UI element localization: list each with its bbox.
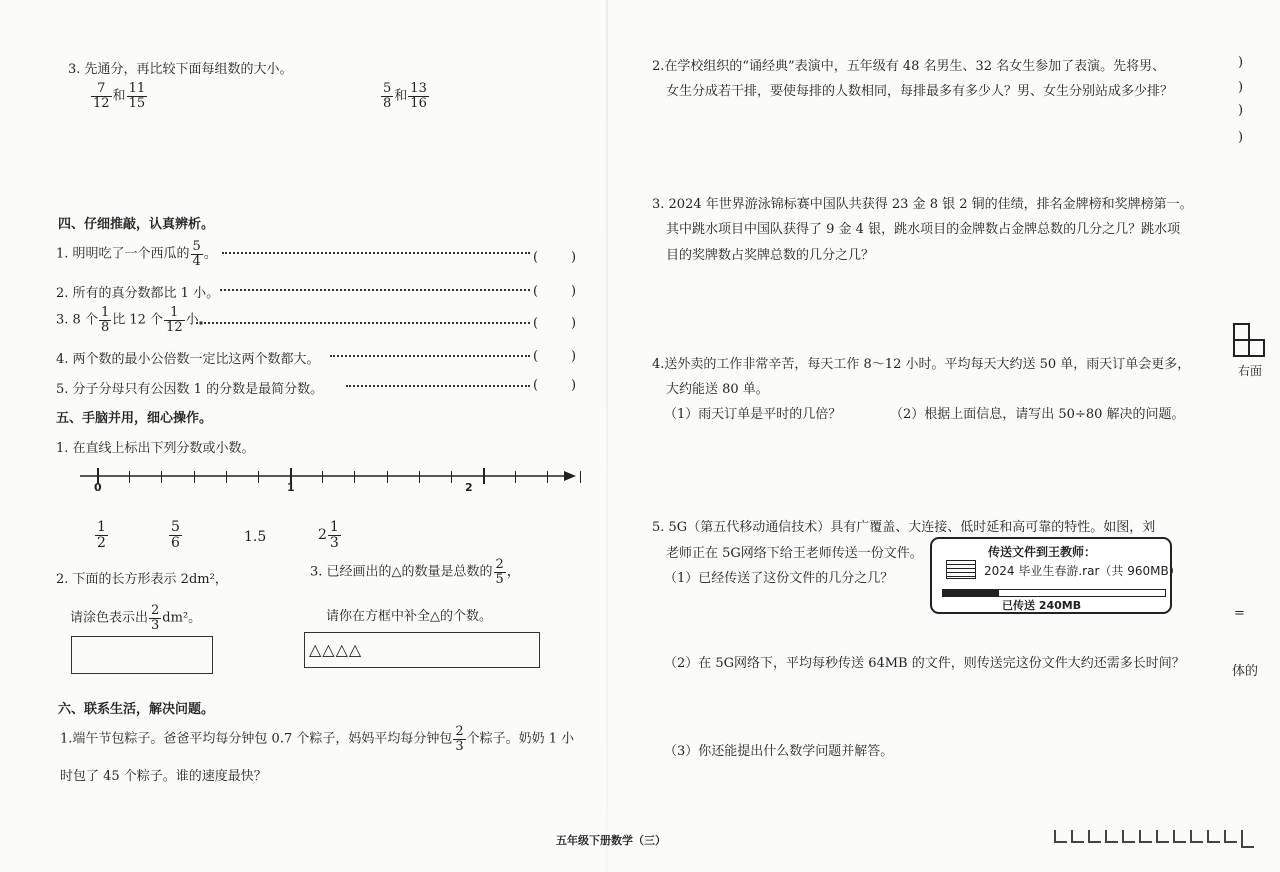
edge-paren: ) [1238,80,1244,95]
q5-3-prompt: 3. 已经画出的△的数量是总数的 $\frac{2}{5}$ ， [310,557,520,587]
file-transfer-card [930,537,1181,614]
fraction: $\frac{1}{8}$ [100,305,110,335]
q5-2-task: 请涂色表示出 $\frac{2}{3}$ dm²。 [70,603,202,633]
mark-mixed-number: 2 $\frac{1}{3}$ [318,519,339,551]
edge-fragment: = [1234,606,1245,621]
judge-item-3: 3. 8 个 $\frac{1}{8}$ 比 12 个 $\frac{1}{12}$ 小。 [56,305,212,335]
number-line-tick [451,471,452,483]
answer-paren-open: ( [533,284,539,299]
r-q2-line2: 女生分成若干排，要使每排的人数相同，每排最多有多少人？男、女生分别站成多少排？ [666,84,1174,99]
watermark-mark [1190,830,1203,843]
q5-3-task: 请你在方框中补全△的个数。 [326,609,492,624]
triangle-box[interactable] [304,632,540,668]
number-line-label-2: 2 [465,481,473,494]
fraction: $\frac{5}{8}$ [383,81,392,111]
r-q5-sub1: （1）已经传送了这份文件的几分之几？ [664,571,894,586]
answer-paren-close: ) [571,316,577,331]
mark-fraction-five-sixths: $\frac{5}{6}$ [171,519,180,551]
watermark-mark [1071,830,1084,843]
archive-file-icon [946,560,976,579]
card-title: 传送文件到王教师： [988,545,1097,559]
edge-label-right-view: 右面 [1238,364,1263,378]
answer-paren-close: ) [571,284,577,299]
watermark-mark [1139,830,1152,843]
number-line [80,466,580,496]
judge-item-1: 1. 明明吃了一个西瓜的 $\frac{5}{4}$ 。 [56,239,217,269]
fraction: $\frac{13}{16}$ [410,81,427,111]
watermark-mark [1105,830,1118,843]
cube-view-sketch [1230,322,1270,358]
r-q4-sub1: （1）雨天订单是平时的几倍？ [664,407,842,422]
r-q5-sub2: （2）在 5G网络下，平均每秒传送 64MB 的文件，则传送完这份文件大约还需多长时间？ [664,656,1185,671]
card-file-name: 2024 毕业生春游.rar（共 960MB） [984,564,1181,578]
watermark-mark [1088,830,1101,843]
fraction: $\frac{7}{12}$ [93,81,110,111]
number-line-axis [80,466,580,496]
fraction: $\frac{5}{4}$ [192,239,201,269]
r-q3-line2: 其中跳水项目中国队获得了 9 金 4 银，跳水项目的金牌数占金牌总数的几分之几？跳水项 [666,222,1181,237]
edge-paren: ) [1238,130,1244,145]
q3-prompt: 3. 先通分，再比较下面每组数的大小。 [68,62,293,77]
r-q3-line1: 3. 2024 年世界游泳锦标赛中国队共获得 23 金 8 银 2 铜的佳绩，排名金牌榜和奖牌榜第一。 [652,197,1193,212]
r-q5-sub3: （3）你还能提出什么数学问题并解答。 [664,744,894,759]
watermark-mark [1224,830,1237,843]
fraction: $\frac{11}{15}$ [128,81,146,111]
q6-1-line2: 时包了 45 个粽子。谁的速度最快？ [60,769,267,784]
triangle-icons: △△△△ [309,640,363,659]
leader-dots [222,252,530,254]
watermark-mark [1156,830,1169,843]
q5-2-prompt: 2. 下面的长方形表示 2dm²， [56,572,228,587]
q6-1-line1: 1.端午节包粽子。爸爸平均每分钟包 0.7 个粽子，妈妈平均每分钟包 $\frac{2}{3}$ 个粽子。奶奶 1 小 [60,724,575,754]
r-q3-line3: 目的奖牌数占奖牌总数的几分之几？ [666,248,875,263]
number-line-tick [419,471,420,483]
judge-item-2: 2. 所有的真分数都比 1 小。 [56,286,220,301]
answer-paren-open: ( [533,378,539,393]
mark-fraction-half: $\frac{1}{2}$ [97,519,106,551]
answer-paren-open: ( [533,349,539,364]
watermark-mark [1241,830,1254,848]
number-line-tick [580,471,581,483]
answer-paren-close: ) [571,378,577,393]
r-q5-line2: 老师正在 5G网络下给王老师传送一份文件。 [666,546,923,561]
transfer-progress-bar [942,589,1166,597]
edge-fragment: 体的 [1232,664,1259,679]
number-line-tick [515,471,516,483]
mark-decimal: 1.5 [244,529,267,545]
judge-item-4: 4. 两个数的最小公倍数一定比这两个数都大。 [56,352,320,367]
watermark-mark [1054,830,1067,843]
leader-dots [220,289,530,291]
number-line-tick [129,471,130,483]
rectangle-to-shade[interactable] [71,636,213,674]
watermark-mark [1173,830,1186,843]
number-line-tick [547,471,548,483]
answer-paren-close: ) [571,250,577,265]
r-q5-line1: 5. 5G（第五代移动通信技术）具有广覆盖、大连接、低时延和高可靠的特性。如图，刘 [652,520,1156,535]
number-line-tick [483,468,485,484]
section6-title: 六、联系生活，解决问题。 [58,702,215,717]
answer-paren-open: ( [533,250,539,265]
number-line-tick [161,471,162,483]
section4-title: 四、仔细推敲，认真辨析。 [58,217,215,232]
fraction: $\frac{1}{12}$ [166,305,183,335]
q5-1-prompt: 1. 在直线上标出下列分数或小数。 [56,441,255,456]
card-status: 已传送 240MB [1002,599,1082,612]
q3-pair2: $\frac{5}{8}$ 和 $\frac{13}{16}$ [383,81,427,111]
r-q4-sub2: （2）根据上面信息，请写出 50÷80 解决的问题。 [890,407,1185,422]
r-q4-line1: 4.送外卖的工作非常辛苦，每天工作 8～12 小时。平均每天大约送 50 单，雨天订单会更多， [652,357,1191,372]
number-line-tick [387,471,388,483]
number-line-label-0: 0 [94,481,102,494]
watermark-mark [1122,830,1135,843]
page-footer: 五年级下册数学（三） [556,834,666,847]
watermark-mark [1207,830,1220,843]
number-line-tick [226,471,227,483]
answer-paren-close: ) [571,349,577,364]
judge-item-5: 5. 分子分母只有公因数 1 的分数是最简分数。 [56,382,324,397]
answer-paren-open: ( [533,316,539,331]
leader-dots [330,355,530,357]
page-fold [606,0,608,872]
edge-paren: ) [1238,55,1244,70]
number-line-tick [354,471,355,483]
number-line-tick [322,471,323,483]
section5-title: 五、手脑并用，细心操作。 [56,411,213,426]
edge-paren: ) [1238,103,1244,118]
q3-pair1: $\frac{7}{12}$ 和 $\frac{11}{15}$ [93,81,146,111]
leader-dots [196,322,530,324]
r-q2-line1: 2.在学校组织的“诵经典”表演中，五年级有 48 名男生、32 名女生参加了表演。先将男、 [652,59,1166,74]
transfer-progress-fill [943,590,999,596]
number-line-tick [194,471,195,483]
leader-dots [346,385,530,387]
number-line-tick [258,471,259,483]
r-q4-line2: 大约能送 80 单。 [666,382,769,397]
number-line-label-1: 1 [287,481,295,494]
